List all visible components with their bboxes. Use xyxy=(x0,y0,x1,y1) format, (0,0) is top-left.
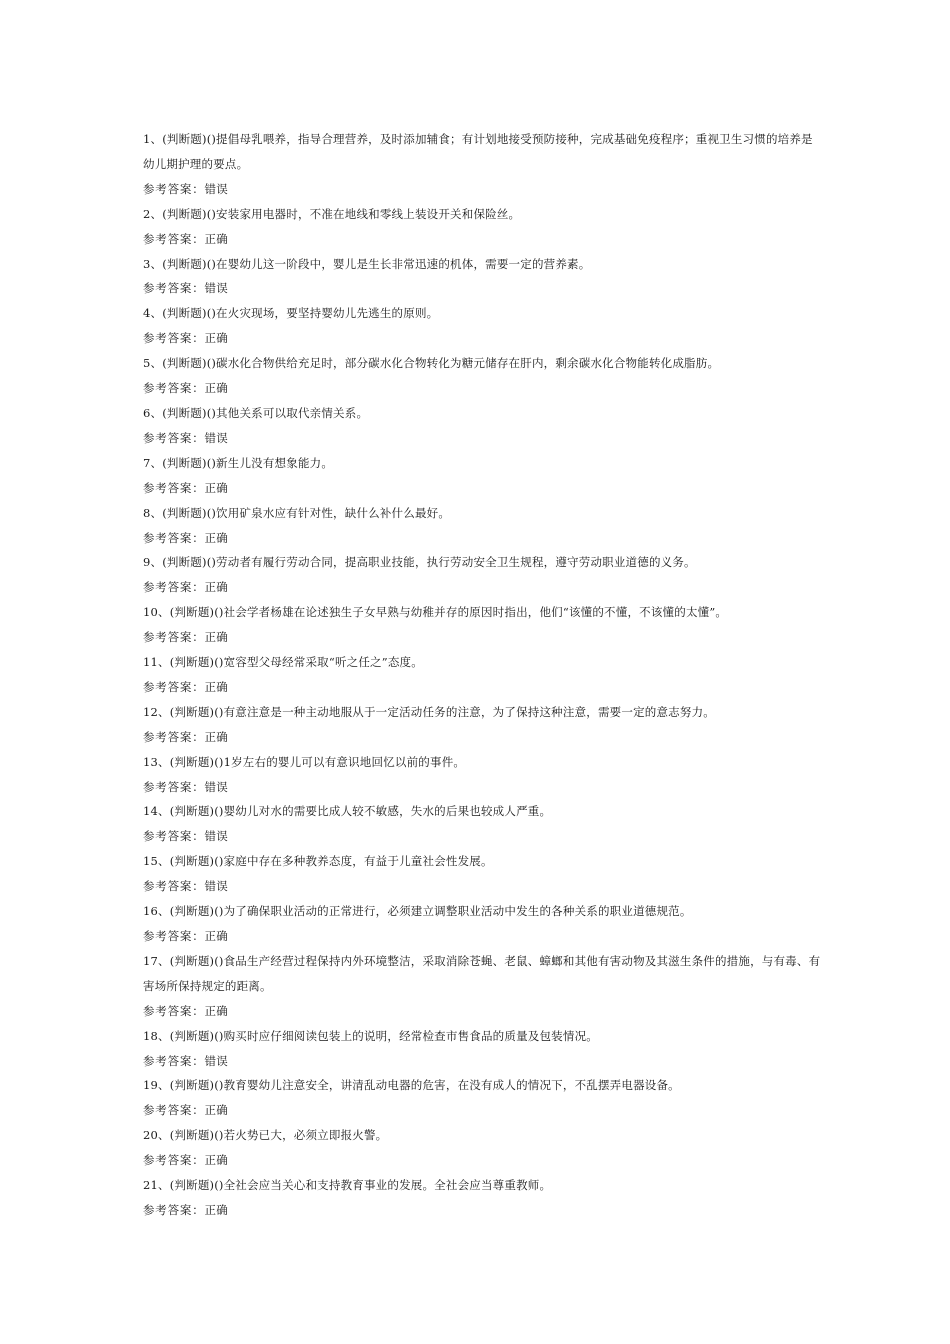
answer-label: 参考答案： xyxy=(143,331,205,346)
answer-line xyxy=(143,725,823,750)
answer-value: 正确 xyxy=(204,1003,228,1018)
answer-value: 正确 xyxy=(204,480,228,495)
answer-line xyxy=(143,824,823,849)
answer-value: 正确 xyxy=(204,580,228,595)
answer-value: 正确 xyxy=(204,530,228,545)
answer-label: 参考答案： xyxy=(143,281,205,296)
answer-value: 正确 xyxy=(204,729,228,744)
question-text: 16、(判断题)()为了确保职业活动的正常进行，必须建立调整职业活动中发生的各种关系的职业道德规范。 xyxy=(143,904,692,919)
question-text: 2、(判断题)()安装家用电器时，不准在地线和零线上装设开关和保险丝。 xyxy=(143,206,521,221)
question-text: 4、(判断题)()在火灾现场，要坚持婴幼儿先逃生的原则。 xyxy=(143,306,439,321)
answer-label: 参考答案： xyxy=(143,1053,205,1068)
question-text: 14、(判断题)()婴幼儿对水的需要比成人较不敏感，失水的后果也较成人严重。 xyxy=(143,804,552,819)
answer-value: 错误 xyxy=(204,430,228,445)
answer-line xyxy=(143,874,823,899)
answer-value: 错误 xyxy=(204,1053,228,1068)
answer-line xyxy=(143,1049,823,1074)
question-text: 19、(判断题)()教育婴幼儿注意安全，讲清乱动电器的危害，在没有成人的情况下，不乱摆弄电器设备。 xyxy=(143,1078,680,1093)
answer-line xyxy=(143,1198,823,1223)
answer-value: 正确 xyxy=(204,1202,228,1217)
question-text: 15、(判断题)()家庭中存在多种教养态度，有益于儿童社会性发展。 xyxy=(143,854,493,869)
answer-line xyxy=(143,625,823,650)
question-list xyxy=(143,127,823,1223)
answer-line xyxy=(143,924,823,949)
answer-label: 参考答案： xyxy=(143,1103,205,1118)
question-text: 21、(判断题)()全社会应当关心和支持教育事业的发展。全社会应当尊重教师。 xyxy=(143,1178,552,1193)
question-text: 5、(判断题)()碳水化合物供给充足时，部分碳水化合物转化为糖元储存在肝内，剩余碳水化合物能转化成脂肪。 xyxy=(143,356,720,371)
question-text: 9、(判断题)()劳动者有履行劳动合同，提高职业技能，执行劳动安全卫生规程，遵守劳动职业道德的义务。 xyxy=(143,555,696,570)
question-text: 1、(判断题)()提倡母乳喂养，指导合理营养，及时添加辅食；有计划地接受预防接种，完成基础免疫程序；重视卫生习惯的培养是幼儿期护理的要点。 xyxy=(143,132,813,171)
question-text: 13、(判断题)()1岁左右的婴儿可以有意识地回忆以前的事件。 xyxy=(143,754,466,769)
answer-label: 参考答案： xyxy=(143,580,205,595)
answer-line xyxy=(143,575,823,600)
question-text: 10、(判断题)()社会学者杨雄在论述独生子女早熟与幼稚并存的原因时指出，他们“该懂的不懂，不该懂的太懂”。 xyxy=(143,605,728,620)
answer-line xyxy=(143,476,823,501)
answer-value: 正确 xyxy=(204,1103,228,1118)
answer-label: 参考答案： xyxy=(143,231,205,246)
answer-line xyxy=(143,1098,823,1123)
question-text: 6、(判断题)()其他关系可以取代亲情关系。 xyxy=(143,405,369,420)
answer-value: 正确 xyxy=(204,929,228,943)
answer-line xyxy=(143,276,823,301)
question-text: 17、(判断题)()食品生产经营过程保持内外环境整洁，采取消除苍蝇、老鼠、蟑螂和其他有害动物及其滋生条件的措施，与有毒、有害场所保持规定的距离。 xyxy=(143,953,821,993)
answer-value: 错误 xyxy=(204,281,228,296)
answer-value: 正确 xyxy=(204,381,228,396)
answer-label: 参考答案： xyxy=(143,480,205,495)
answer-value: 正确 xyxy=(204,1153,228,1168)
answer-label: 参考答案： xyxy=(143,530,205,545)
answer-label: 参考答案： xyxy=(143,181,205,196)
question-text: 11、(判断题)()宽容型父母经常采取“听之任之”态度。 xyxy=(143,655,423,670)
answer-line xyxy=(143,999,823,1024)
answer-line xyxy=(143,177,823,202)
answer-label: 参考答案： xyxy=(143,430,205,445)
answer-line xyxy=(143,326,823,351)
answer-label: 参考答案： xyxy=(143,381,205,396)
answer-value: 正确 xyxy=(204,331,228,346)
answer-line xyxy=(143,775,823,800)
question-text: 3、(判断题)()在婴幼儿这一阶段中，婴儿是生长非常迅速的机体，需要一定的营养素。 xyxy=(143,256,591,271)
answer-value: 正确 xyxy=(204,679,228,694)
answer-label: 参考答案： xyxy=(143,729,205,744)
answer-value: 错误 xyxy=(204,829,228,844)
answer-value: 错误 xyxy=(204,779,228,794)
answer-line xyxy=(143,1148,823,1173)
question-text: 7、(判断题)()新生儿没有想象能力。 xyxy=(143,455,334,470)
answer-value: 错误 xyxy=(204,181,228,196)
answer-label: 参考答案： xyxy=(143,1202,205,1217)
answer-line xyxy=(143,227,823,252)
answer-label: 参考答案： xyxy=(143,829,205,844)
answer-value: 错误 xyxy=(204,879,228,894)
answer-line xyxy=(143,426,823,451)
question-text: 12、(判断题)()有意注意是一种主动地服从于一定活动任务的注意，为了保持这种注意，需要一定的意志努力。 xyxy=(143,704,715,719)
answer-label: 参考答案： xyxy=(143,779,205,794)
answer-line xyxy=(143,376,823,401)
answer-line xyxy=(143,526,823,551)
answer-label: 参考答案： xyxy=(143,679,205,694)
question-text: 20、(判断题)()若火势已大，必须立即报火警。 xyxy=(143,1128,388,1143)
answer-label: 参考答案： xyxy=(143,1003,205,1018)
answer-value: 正确 xyxy=(204,630,228,645)
answer-label: 参考答案： xyxy=(143,1153,205,1168)
answer-value: 正确 xyxy=(204,231,228,246)
answer-label: 参考答案： xyxy=(143,879,205,894)
question-text: 18、(判断题)()购买时应仔细阅读包装上的说明，经常检查市售食品的质量及包装情况。 xyxy=(143,1028,598,1043)
answer-label: 参考答案： xyxy=(143,630,205,645)
answer-line xyxy=(143,675,823,700)
answer-label: 参考答案： xyxy=(143,929,205,943)
question-text: 8、(判断题)()饮用矿泉水应有针对性，缺什么补什么最好。 xyxy=(143,505,451,520)
